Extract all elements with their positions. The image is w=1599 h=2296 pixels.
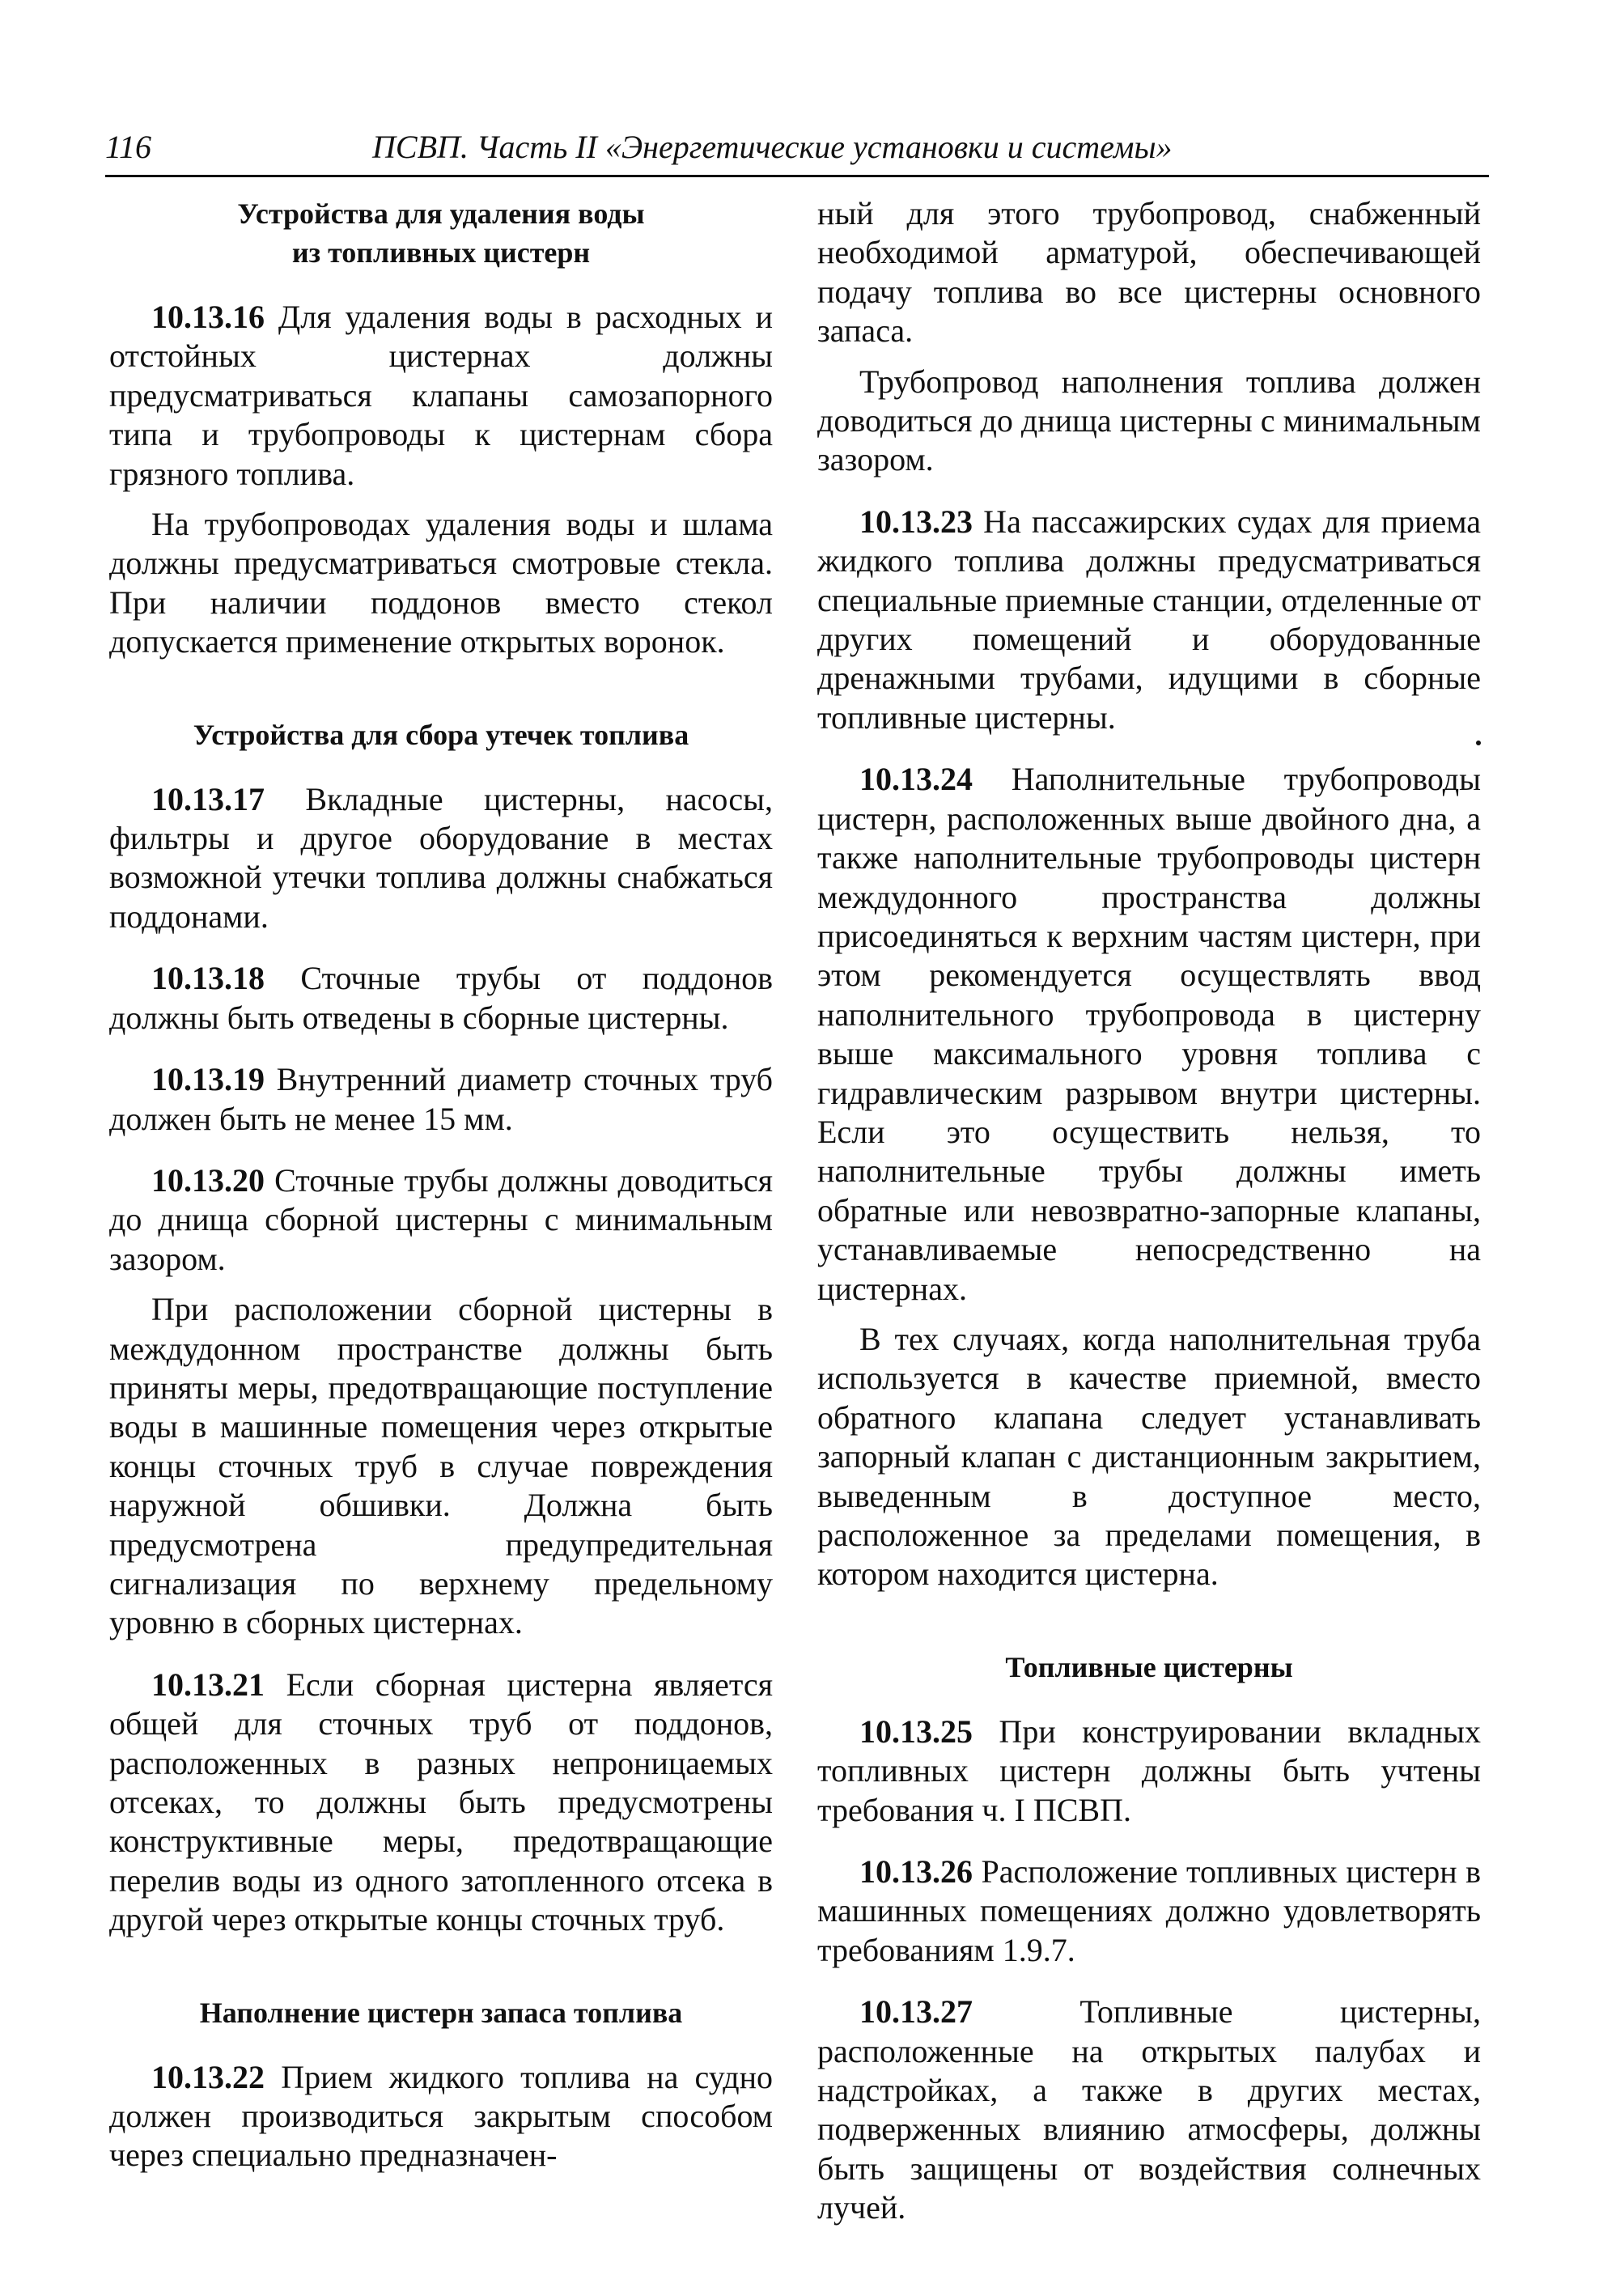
clause-text: Для удаления воды в расходных и отстойных цистернах должны предусматриваться клапаны самозапорного типа и трубопроводы к цистернам сбора грязного топлива.	[109, 299, 773, 492]
paragraph-suction-pipe: В тех случаях, когда наполнительная труба используется в качестве приемной, вместо обратного клапана следует устанавливать запорный клапан с дистанционным закрытием, выведенным в доступное место, расположенное за пределами помещения, в котором находится цистерна.	[817, 1320, 1481, 1593]
left-column	[109, 194, 773, 2175]
section-heading-fuel-tanks: Топливные цистерны	[1005, 1650, 1293, 1683]
clause-10-13-20	[109, 1161, 773, 1279]
clause-text: Внутренний диаметр сточных труб должен быть не менее 15 мм.	[109, 1061, 773, 1137]
clause-number: 10.13.24	[859, 761, 973, 798]
clause-text: Топливные цистерны, расположенные на открытых палубах и надстройках, а также в других местах, подверженных влиянию атмосферы, должны быть защищены от воздействия солнечных лучей.	[817, 1993, 1481, 2226]
clause-10-13-21	[109, 1666, 773, 1940]
clause-text: Сточные трубы должны доводиться до днища сборной цистерны с минимальным зазором.	[109, 1161, 773, 1277]
clause-text: Прием жидкого топлива на судно должен производиться закрытым способом через специально предназначен-	[109, 2058, 773, 2174]
clause-number: 10.13.17	[151, 780, 265, 817]
clause-number: 10.13.22	[151, 2058, 265, 2095]
page-header	[105, 121, 1489, 177]
clause-number: 10.13.20	[151, 1161, 265, 1199]
clause-10-13-19	[109, 1060, 773, 1139]
clause-text: Вкладные цистерны, насосы, фильтры и другое оборудование в местах возможной утечки топлива должны снабжаться поддонами.	[109, 780, 773, 935]
clause-10-13-25	[817, 1712, 1481, 1830]
clause-text: На пассажирских судах для приема жидкого топлива должны предусматриваться специальные приемные станции, отделенные от других помещений и оборудованные дренажными трубами, идущими в сборные топливные цистерны.	[817, 503, 1481, 736]
section-heading-tank-filling: Наполнение цистерн запаса топлива	[199, 1996, 683, 2029]
section-heading-leak-collection: Устройства для сбора утечек топлива	[193, 718, 689, 751]
section-heading-water-removal: Устройства для удаления воды из топливных цистерн	[237, 197, 645, 269]
clause-number: 10.13.16	[151, 299, 265, 335]
clause-number: 10.13.27	[859, 1993, 973, 2031]
right-column	[817, 194, 1481, 2228]
clause-10-13-27	[817, 1993, 1481, 2227]
clause-text: Наполнительные трубопроводы цистерн, расположенных выше двойного дна, а также наполнительные трубопроводы цистерн междудонного пространства должны присоединяться к верхним частям цистерн, при этом рекомендуется осуществлять ввод наполнительного трубопровода в цистерну выше максимального уровня топлива с гидравлическим разрывом внутри цистерны. Если это осуществить нельзя, то наполнительные трубы должны иметь обратные или невозвратно-запорные клапаны, устанавливаемые непосредственно на цистернах.	[817, 761, 1481, 1307]
clause-number: 10.13.23	[859, 503, 973, 540]
clause-10-13-23	[817, 503, 1481, 737]
clause-text: Расположение топливных цистерн в машинных помещениях должно удовлетворять требованиям 1.9.7.	[817, 1853, 1481, 1968]
clause-number: 10.13.19	[151, 1061, 265, 1098]
clause-number: 10.13.26	[859, 1853, 973, 1891]
clause-number: 10.13.18	[151, 960, 265, 997]
running-title: ПСВП. Часть II «Энергетические установки и системы»	[372, 129, 1173, 165]
clause-text: Сточные трубы от поддонов должны быть отведены в сборные цистерны.	[109, 960, 773, 1036]
clause-number: 10.13.21	[151, 1666, 265, 1703]
clause-10-13-18	[109, 959, 773, 1038]
stray-dot	[1476, 741, 1481, 745]
clause-text: При конструировании вкладных топливных цистерн должны быть учтены требования ч. I ПСВП.	[817, 1712, 1481, 1828]
clause-number: 10.13.25	[859, 1712, 973, 1750]
clause-10-13-26	[817, 1853, 1481, 1970]
clause-10-13-17	[109, 780, 773, 937]
clause-10-13-22	[109, 2058, 773, 2175]
clause-text: Если сборная цистерна является общей для сточных труб от поддонов, расположенных в разных непроницаемых отсеках, то должны быть предусмотрены конструктивные меры, предотвращающие перелив воды из одного затопленного отсека в другой через открытые концы сточных труб.	[109, 1666, 773, 1938]
clause-10-13-16	[109, 298, 773, 494]
page-number: 116	[105, 129, 152, 165]
paragraph-filling-pipe: Трубопровод наполнения топлива должен доводиться до днища цистерны с минимальным зазором.	[817, 363, 1481, 478]
paragraph-sight-glasses: На трубопроводах удаления воды и шлама должны предусматриваться смотровые стекла. При наличии поддонов вместо стекол допускается применение открытых воронок.	[109, 506, 773, 660]
paragraph-continuation: ный для этого трубопровод, снабженный необходимой арматурой, обеспечивающей подачу топлива во все цистерны основного запаса.	[817, 195, 1481, 350]
clause-10-13-24	[817, 760, 1481, 1309]
paragraph-double-bottom-tank: При расположении сборной цистерны в междудонном пространстве должны быть приняты меры, предотвращающие поступление воды в машинные помещения через открытые концы сточных труб в случае повреждения наружной обшивки. Должна быть предусмотрена предупредительная сигнализация по верхнему предельному уровню в сборных цистернах.	[109, 1291, 773, 1641]
